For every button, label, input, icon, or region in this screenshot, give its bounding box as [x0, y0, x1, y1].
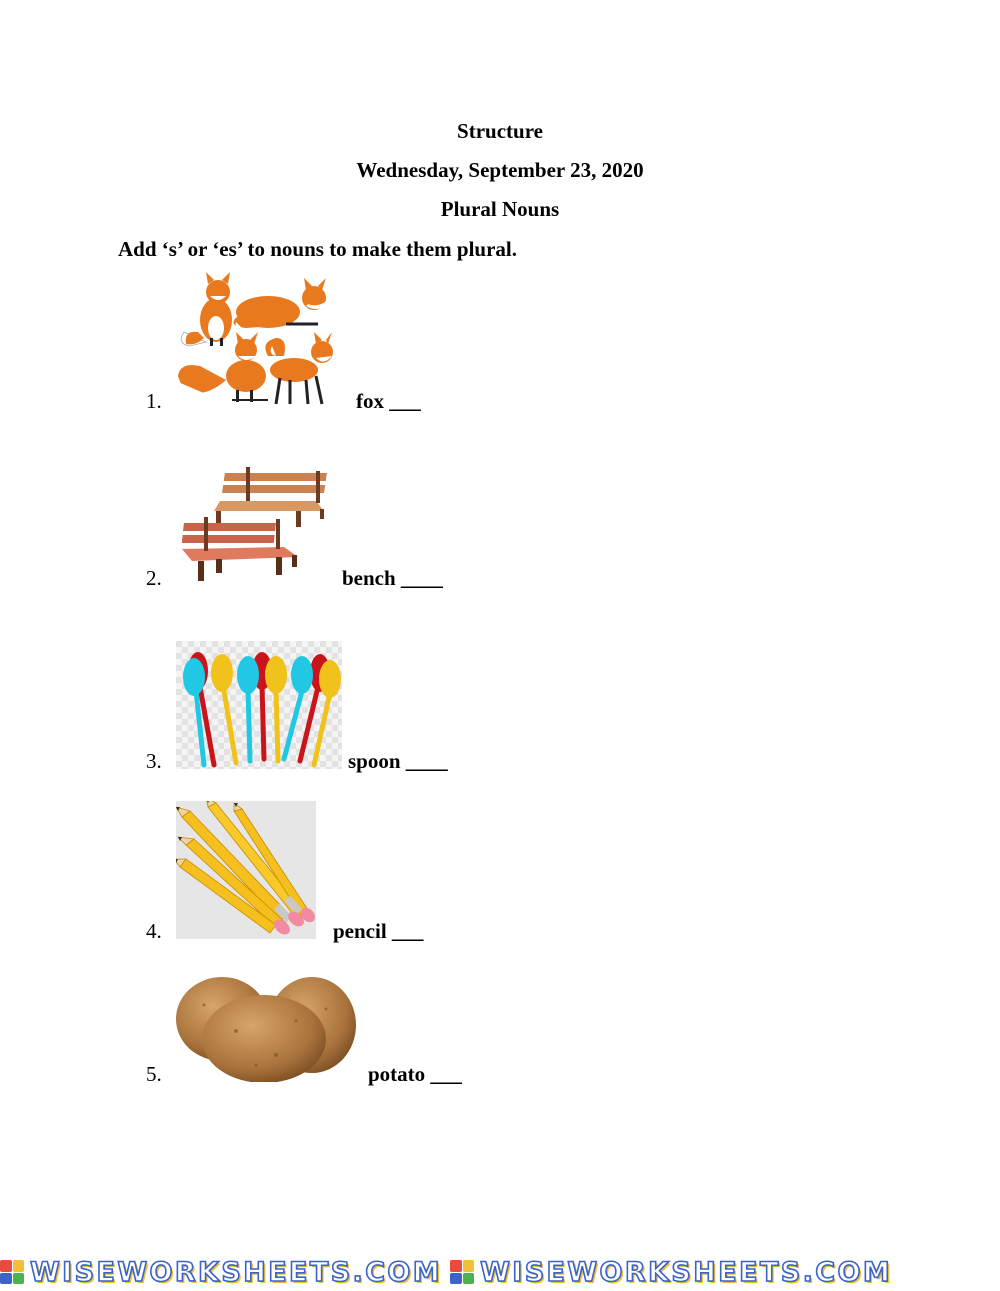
item-word-potato: potato ___	[368, 1062, 462, 1086]
worksheet-topic: Plural Nouns	[440, 197, 560, 221]
watermark-text: WISEWORKSHEETS.COM	[30, 1256, 443, 1288]
foxes-picture	[176, 272, 338, 408]
item-number-1: 1.	[146, 389, 162, 413]
spoons-picture	[176, 641, 342, 769]
pencils-picture	[176, 801, 316, 939]
item-number-2: 2.	[146, 566, 162, 590]
brand-logo-icon	[450, 1260, 474, 1284]
item-number-3: 3.	[146, 749, 162, 773]
item-number-5: 5.	[146, 1062, 162, 1086]
potatoes-picture	[176, 969, 358, 1082]
worksheet-date: Wednesday, September 23, 2020	[356, 158, 644, 182]
brand-logo-icon	[0, 1260, 24, 1284]
instruction: Add ‘s’ or ‘es’ to nouns to make them plural.	[118, 237, 518, 261]
watermark-brand-repeat	[450, 1257, 892, 1288]
watermark-footer	[0, 1253, 1000, 1291]
watermark-brand	[0, 1257, 442, 1288]
item-word-bench: bench ____	[342, 566, 443, 590]
watermark-text-repeat: WISEWORKSHEETS.COM	[480, 1256, 893, 1288]
benches-picture	[180, 465, 330, 585]
item-word-fox: fox ___	[356, 389, 421, 413]
worksheet-subject: Structure	[457, 119, 543, 143]
item-word-pencil: pencil ___	[333, 919, 424, 943]
item-number-4: 4.	[146, 919, 162, 943]
item-word-spoon: spoon ____	[348, 749, 448, 773]
